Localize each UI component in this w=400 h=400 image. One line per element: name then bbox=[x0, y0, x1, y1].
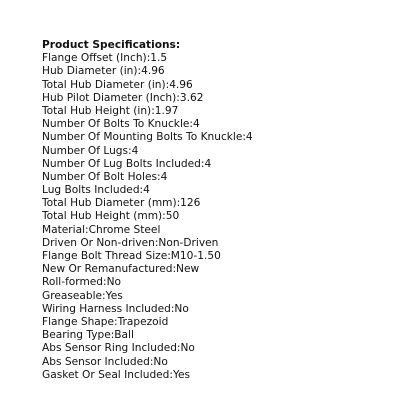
spec-abs-sensor-ring-included: Abs Sensor Ring Included:No bbox=[42, 342, 195, 355]
spec-driven-or-non-driven: Driven Or Non-driven:Non-Driven bbox=[42, 236, 219, 249]
product-specifications bbox=[42, 39, 392, 382]
spec-flange-offset-inch: Flange Offset (Inch):1.5 bbox=[42, 52, 168, 65]
spec-greaseable: Greaseable:Yes bbox=[42, 289, 123, 302]
spec-total-hub-diameter-in: Total Hub Diameter (in):4.96 bbox=[42, 78, 193, 91]
spec-total-hub-height-in: Total Hub Height (in):1.97 bbox=[42, 104, 179, 117]
spec-gasket-or-seal-included: Gasket Or Seal Included:Yes bbox=[42, 368, 191, 381]
spec-abs-sensor-included: Abs Sensor Included:No bbox=[42, 355, 168, 368]
spec-list bbox=[42, 52, 392, 382]
spec-roll-formed: Roll-formed:No bbox=[42, 276, 121, 289]
spec-material: Material:Chrome Steel bbox=[42, 223, 161, 236]
spec-flange-shape: Flange Shape:Trapezoid bbox=[42, 315, 169, 328]
spec-number-of-bolt-holes: Number Of Bolt Holes:4 bbox=[42, 170, 168, 183]
spec-number-of-lug-bolts-included: Number Of Lug Bolts Included:4 bbox=[42, 157, 212, 170]
spec-wiring-harness-included: Wiring Harness Included:No bbox=[42, 302, 189, 315]
spec-hub-pilot-diameter-inch: Hub Pilot Diameter (Inch):3.62 bbox=[42, 91, 204, 104]
spec-number-of-lugs: Number Of Lugs:4 bbox=[42, 144, 139, 157]
spec-hub-diameter-in: Hub Diameter (in):4.96 bbox=[42, 65, 165, 78]
spec-new-or-remanufactured: New Or Remanufactured:New bbox=[42, 263, 200, 276]
specifications-heading: Product Specifications: bbox=[42, 39, 181, 51]
spec-flange-bolt-thread-size: Flange Bolt Thread Size:M10-1.50 bbox=[42, 250, 221, 262]
spec-lug-bolts-included: Lug Bolts Included:4 bbox=[42, 184, 150, 197]
spec-bearing-type: Bearing Type:Ball bbox=[42, 329, 134, 342]
spec-total-hub-diameter-mm: Total Hub Diameter (mm):126 bbox=[42, 197, 201, 210]
spec-number-of-bolts-to-knuckle: Number Of Bolts To Knuckle:4 bbox=[42, 118, 200, 131]
spec-number-of-mounting-bolts-to-knuckle: Number Of Mounting Bolts To Knuckle:4 bbox=[42, 131, 253, 144]
spec-total-hub-height-mm: Total Hub Height (mm):50 bbox=[42, 210, 180, 223]
